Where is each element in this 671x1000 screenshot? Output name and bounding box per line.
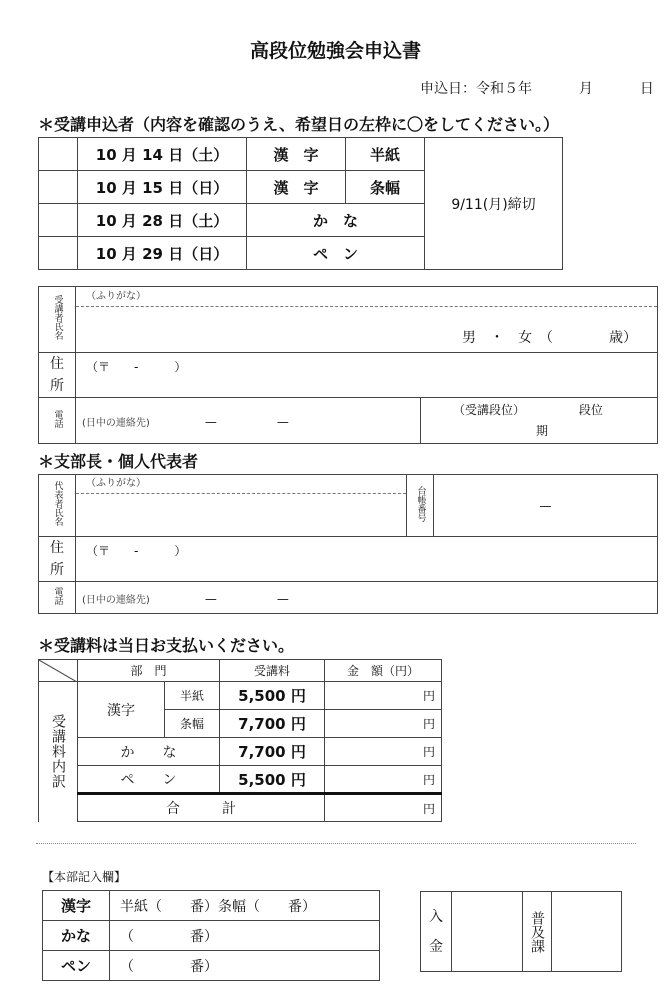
rep-postal: （〒 - ） — [86, 544, 187, 558]
schedule-subject: 漢 字 — [247, 138, 346, 171]
rep-phone-label: 電話 — [52, 586, 63, 605]
fee-side-label: 受講料内訳 — [50, 714, 66, 790]
fee-header-amount: 金 額（円） — [325, 660, 442, 682]
fee-corner — [39, 660, 78, 682]
applicant-phone-dash: — — — [204, 415, 289, 429]
rep-address-label-2: 所 — [50, 562, 64, 578]
ledger-dash: — — [539, 498, 552, 513]
rep-address-field[interactable] — [76, 537, 658, 582]
representative-table — [38, 474, 658, 614]
ledger-label: 台帳番号 — [415, 485, 426, 522]
applicant-furigana: （ふりがな） — [76, 287, 657, 307]
check-cell-4[interactable] — [39, 237, 78, 270]
check-cell-2[interactable] — [39, 171, 78, 204]
gender-age: 男 ・ 女 （ 歳） — [462, 330, 637, 346]
check-cell-3[interactable] — [39, 204, 78, 237]
fee-row-label: 条幅 — [165, 710, 220, 738]
schedule-date: 10 月 14 日（土） — [78, 138, 247, 171]
fee-header-fee: 受講料 — [220, 660, 325, 682]
fee-amount-field[interactable]: 円 — [325, 766, 442, 794]
fee-amount-field[interactable]: 円 — [325, 738, 442, 766]
dept-stamp-field[interactable] — [552, 892, 622, 972]
office-row-label: かな — [43, 921, 110, 951]
fee-header-dept: 部 門 — [78, 660, 220, 682]
office-header: 【本部記入欄】 — [42, 870, 127, 884]
apply-date-month: 月 — [578, 81, 593, 97]
fee-kanji-label: 漢字 — [78, 682, 165, 738]
period-unit: 期 — [536, 423, 549, 438]
schedule-date: 10 月 28 日（土） — [78, 204, 247, 237]
receipt-label-2: 金 — [429, 938, 443, 955]
section-applicant-heading: ＊受講申込者（内容を確認のうえ、希望日の左枠に〇をしてください。） — [38, 115, 559, 134]
rep-name-field[interactable] — [76, 475, 407, 537]
fee-value: 7,700 円 — [220, 738, 325, 766]
schedule-type: 半紙 — [346, 138, 425, 171]
deadline: 9/11(月)締切 — [425, 138, 563, 270]
check-cell-1[interactable] — [39, 138, 78, 171]
apply-date-label: 申込日：令和５年 — [420, 81, 532, 97]
applicant-address-label-2: 所 — [50, 378, 64, 394]
page-title: 高段位勉強会申込書 — [249, 40, 421, 62]
receipt-label-1: 入 — [429, 908, 443, 925]
schedule-subject: ペ ン — [247, 237, 425, 270]
schedule-type: 条幅 — [346, 171, 425, 204]
schedule-table — [38, 137, 563, 270]
rep-furigana: （ふりがな） — [76, 475, 406, 494]
applicant-address-label-1: 住 — [50, 356, 64, 372]
schedule-subject: 漢 字 — [247, 171, 346, 204]
applicant-table — [38, 286, 658, 444]
fee-amount-field[interactable]: 円 — [325, 682, 442, 710]
dept-label: 普及課 — [529, 910, 545, 953]
diagonal-line-icon — [39, 660, 77, 682]
fee-total-label: 合 計 — [78, 794, 325, 822]
section-fee-heading: ＊受講料は当日お支払いください。 — [38, 636, 295, 655]
fee-total-field[interactable]: 円 — [325, 794, 442, 822]
rep-name-label: 代表者氏名 — [52, 481, 63, 526]
rep-address-label-1: 住 — [50, 540, 64, 556]
rep-phone-field[interactable] — [76, 582, 658, 614]
cut-line — [36, 843, 636, 844]
office-table — [42, 890, 380, 981]
applicant-address-field[interactable] — [76, 353, 658, 398]
fee-amount-field[interactable]: 円 — [325, 710, 442, 738]
rank-unit: 段位 — [578, 402, 603, 417]
rank-label: （受講段位） — [453, 402, 526, 417]
office-row-label: 漢字 — [43, 891, 110, 921]
applicant-phone-note: (日中の連絡先) — [82, 418, 150, 429]
applicant-phone-label: 電話 — [52, 409, 63, 428]
schedule-subject: か な — [247, 204, 425, 237]
office-row-value[interactable]: （ 番） — [110, 921, 380, 951]
receipt-stamp-field[interactable] — [452, 892, 523, 972]
schedule-date: 10 月 29 日（日） — [78, 237, 247, 270]
applicant-phone-field[interactable] — [76, 398, 421, 444]
ledger-field[interactable] — [434, 475, 658, 537]
fee-row-label: ペ ン — [78, 766, 220, 794]
fee-value: 7,700 円 — [220, 710, 325, 738]
applicant-postal: （〒 - ） — [86, 360, 187, 374]
apply-date-day: 日 — [639, 81, 654, 97]
apply-date — [420, 78, 654, 98]
fee-table — [38, 659, 442, 822]
applicant-name-field[interactable] — [76, 287, 658, 353]
fee-value: 5,500 円 — [220, 766, 325, 794]
rep-phone-dash: — — — [204, 592, 289, 606]
fee-value: 5,500 円 — [220, 682, 325, 710]
receipt-label — [421, 892, 452, 972]
office-stamp-table — [420, 891, 622, 972]
section-representative-heading: ＊支部長・個人代表者 — [38, 452, 199, 471]
office-row-label: ペン — [43, 951, 110, 981]
rep-phone-note: (日中の連絡先) — [82, 595, 150, 606]
schedule-date: 10 月 15 日（日） — [78, 171, 247, 204]
applicant-name-label: 受講者氏名 — [52, 295, 63, 340]
fee-row-label: か な — [78, 738, 220, 766]
office-row-value[interactable]: 半紙（ 番）条幅（ 番） — [110, 891, 380, 921]
rank-field[interactable] — [421, 398, 658, 444]
fee-row-label: 半紙 — [165, 682, 220, 710]
office-row-value[interactable]: （ 番） — [110, 951, 380, 981]
